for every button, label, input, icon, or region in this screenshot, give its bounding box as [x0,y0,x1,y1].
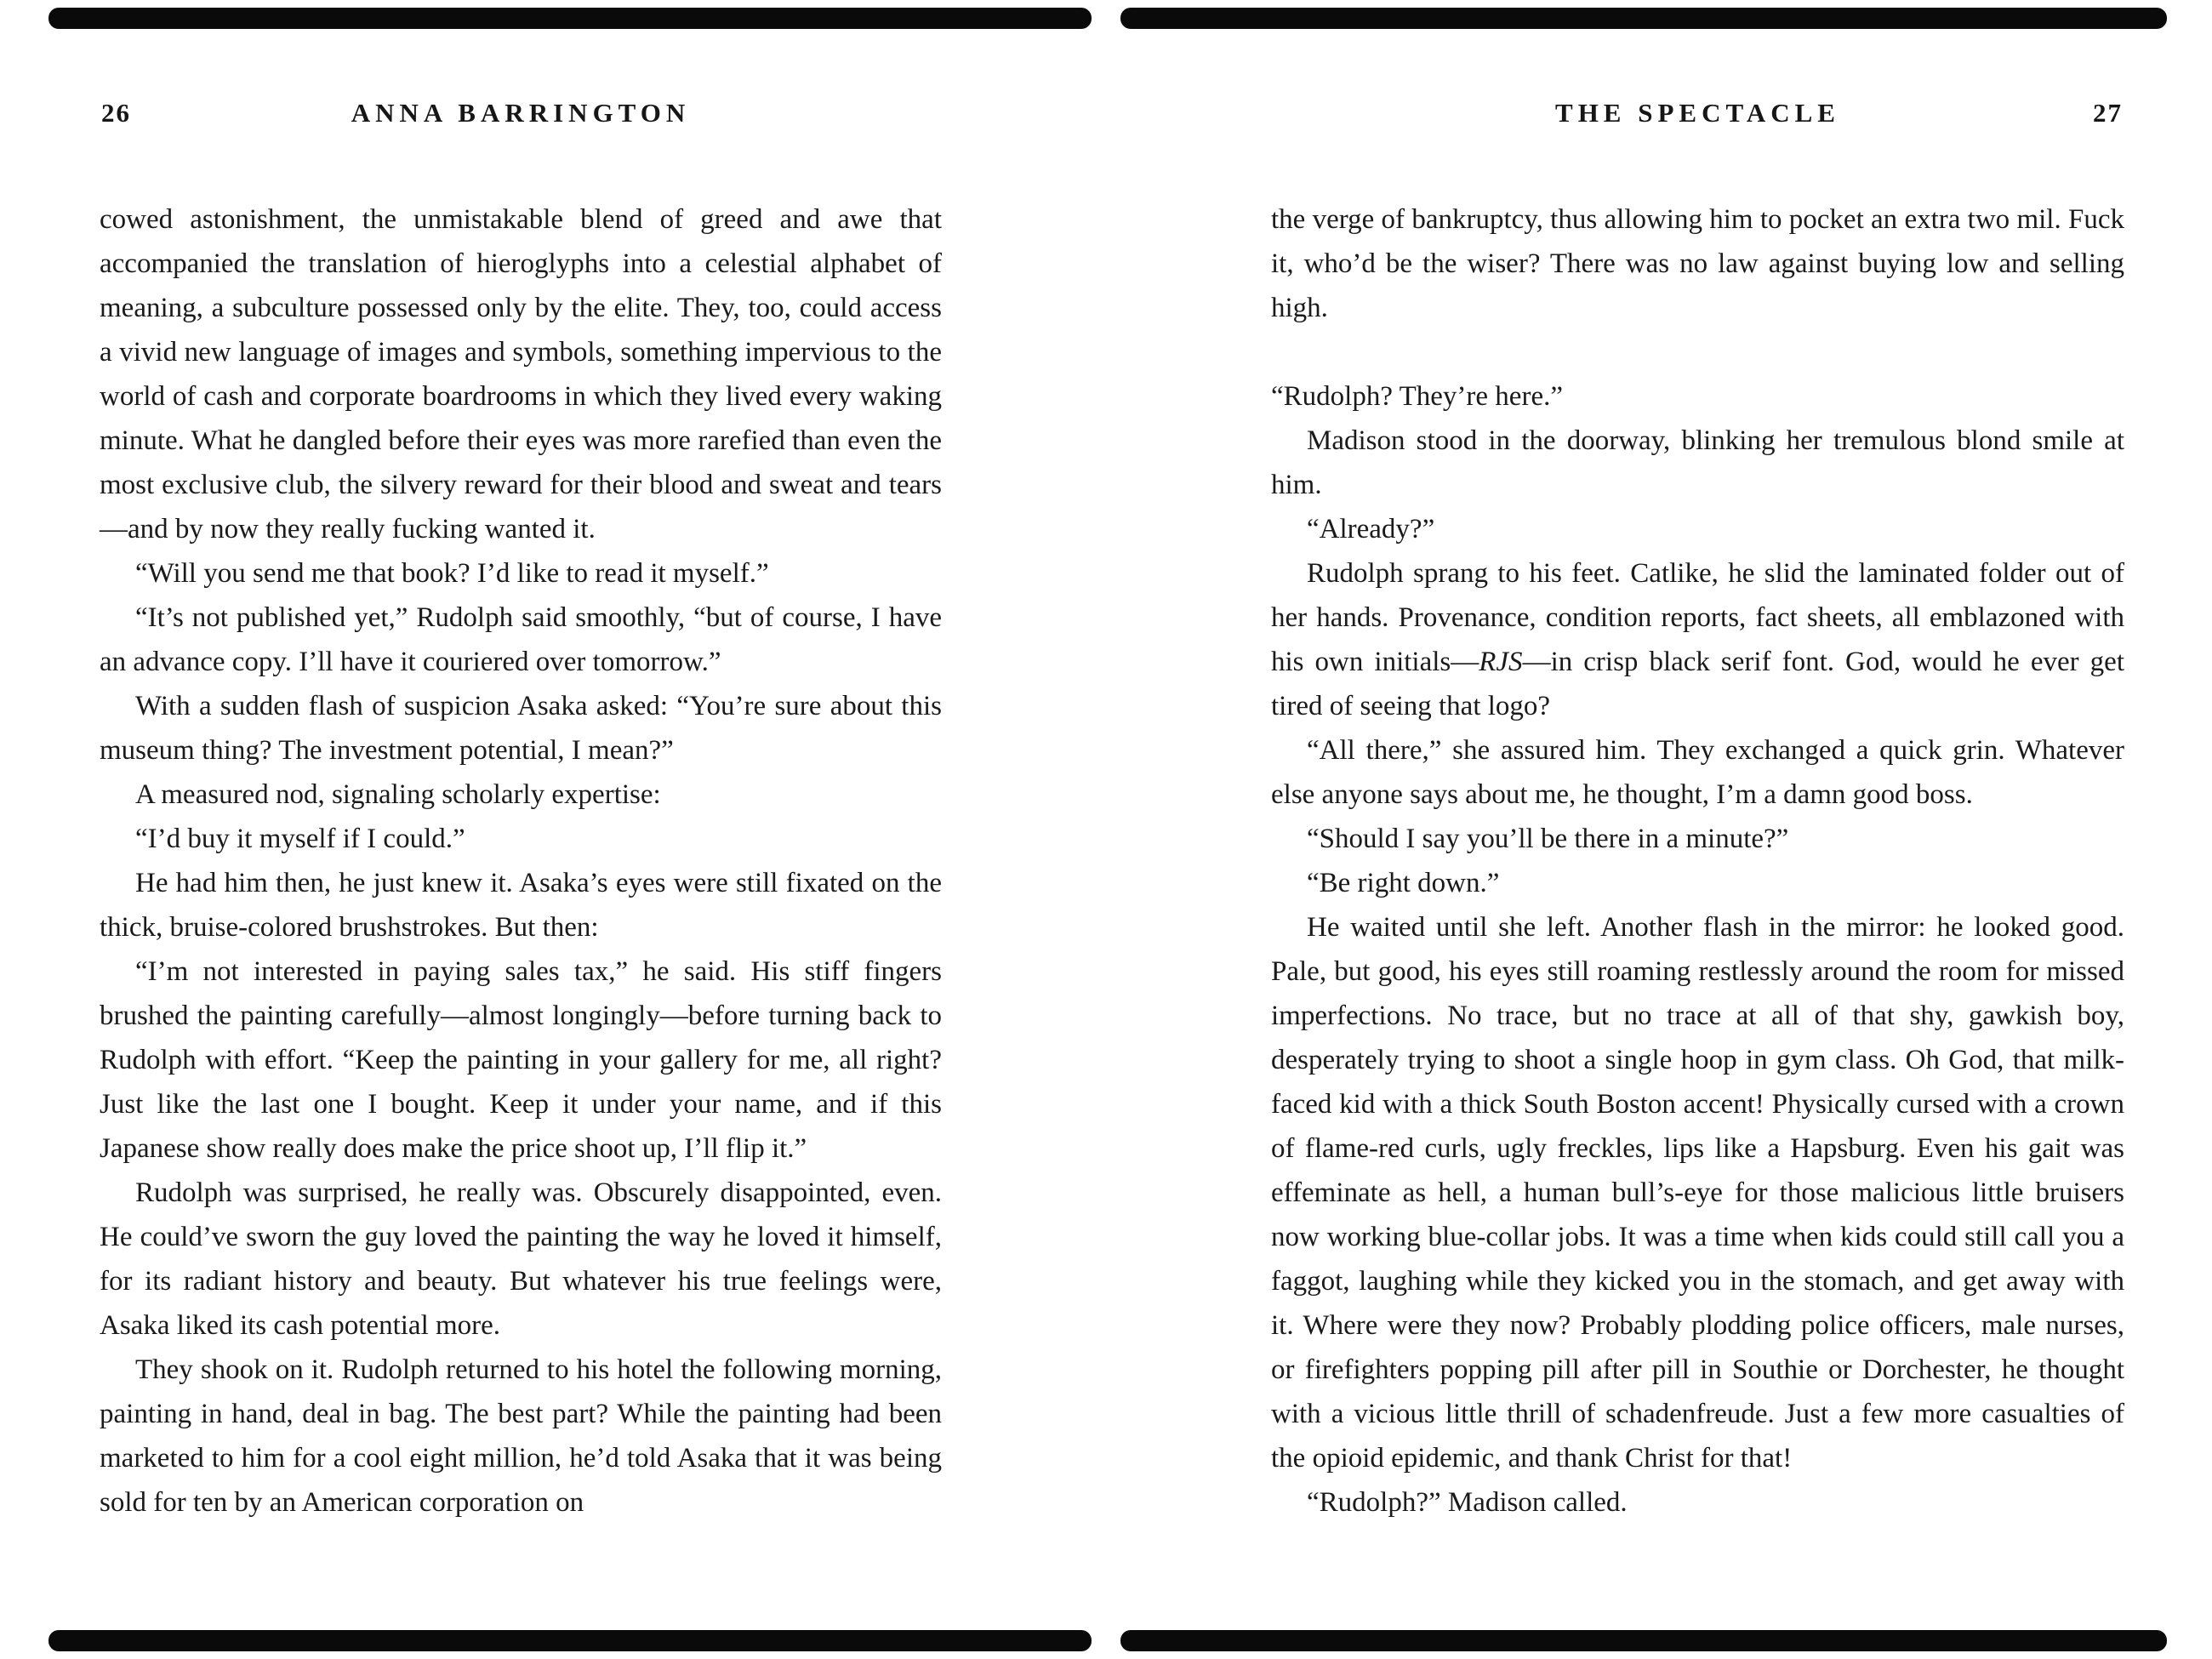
page-left-body-text [100,197,942,1525]
paragraph: Rudolph was surprised, he really was. Obscurely disappointed, even. He could’ve sworn the guy loved the painting the way he loved it himself, for its radiant history and beauty. But whatever his true feelings were, Asaka liked its cash potential more. [100,1177,942,1341]
paragraph: “Already?” [1307,514,1435,544]
paragraph: Madison stood in the doorway, blinking her tremulous blond smile at him. [1271,425,2124,500]
page-right-body-text [1271,197,2124,1525]
running-head: ANNA BARRINGTON [351,98,691,128]
page-right-header [1271,94,2124,133]
paragraph: “It’s not published yet,” Rudolph said smoothly, “but of course, I have an advance copy. I’ll have it couriered over tomorrow.” [100,602,942,677]
page-right [1271,0,2124,1659]
paragraph: “Should I say you’ll be there in a minute?” [1307,824,1789,854]
paragraph: He waited until she left. Another flash in the mirror: he looked good. Pale, but good, his eyes still roaming restlessly around the room for missed imperfections. No trace, but no trace at all of that shy, gawkish boy, desperately trying to shoot a single hoop in gym class. Oh God, that milk-faced kid with a thick South Boston accent! Physically cursed with a crown of flame-red curls, ugly freckles, lips like a Hapsburg. Even his gait was effeminate as hell, a human bull’s-eye for those malicious little bruisers now working blue-collar jobs. It was a time when kids could still call you a faggot, laughing while they kicked you in the stomach, and get away with it. Where were they now? Probably plodding police officers, male nurses, or firefighters popping pill after pill in Southie or Dorchester, he thought with a vicious little thrill of schadenfreude. Just a few more casualties of the opioid epidemic, and thank Christ for that! [1271,912,2124,1474]
page-number: 27 [2093,98,2123,128]
running-head: THE SPECTACLE [1555,98,1840,128]
paragraph: “Be right down.” [1307,868,1500,898]
paragraph: With a sudden flash of suspicion Asaka asked: “You’re sure about this museum thing? The investment potential, I mean?” [100,691,942,766]
page-left-header [100,94,942,133]
paragraph: cowed astonishment, the unmistakable blend of greed and awe that accompanied the translation of hieroglyphs into a celestial alphabet of meaning, a subculture possessed only by the elite. They, too, could access a vivid new language of images and symbols, something impervious to the world of cash and corporate boardrooms in which they lived every waking minute. What he dangled before their eyes was more rarefied than even the most exclusive club, the silvery reward for their blood and sweat and tears—and by now they really fucking wanted it. [100,204,942,544]
paragraph: “Rudolph? They’re here.” [1271,381,1563,412]
paragraph: “Rudolph?” Madison called. [1307,1487,1628,1518]
paragraph: “I’m not interested in paying sales tax,” he said. His stiff fingers brushed the painting carefully—almost longingly—before turning back to Rudolph with effort. “Keep the painting in your gallery for me, all right? Just like the last one I bought. Keep it under your name, and if this Japanese show really does make the price shoot up, I’ll flip it.” [100,956,942,1164]
paragraph: “Will you send me that book? I’d like to read it myself.” [135,558,769,589]
paragraph: the verge of bankruptcy, thus allowing him to pocket an extra two mil. Fuck it, who’d be the wiser? There was no law against buying low and selling high. [1271,204,2124,323]
paragraph: “All there,” she assured him. They exchanged a quick grin. Whatever else anyone says about me, he thought, I’m a damn good boss. [1271,735,2124,810]
page-number: 26 [101,98,131,128]
paragraph: He had him then, he just knew it. Asaka’s eyes were still fixated on the thick, bruise-colored brushstrokes. But then: [100,868,942,943]
page-left [100,0,942,1659]
paragraph: “I’d buy it myself if I could.” [135,824,465,854]
paragraph: They shook on it. Rudolph returned to his hotel the following morning, painting in hand, deal in bag. The best part? While the painting had been marketed to him for a cool eight million, he’d told Asaka that it was being sold for ten by an American corporation on [100,1354,942,1518]
paragraph: A measured nod, signaling scholarly expertise: [135,779,661,810]
paragraph: Rudolph sprang to his feet. Catlike, he slid the laminated folder out of her hands. Provenance, condition reports, fact sheets, all emblazoned with his own initials—RJS—in crisp black serif font. God, would he ever get tired of seeing that logo? [1271,558,2124,721]
